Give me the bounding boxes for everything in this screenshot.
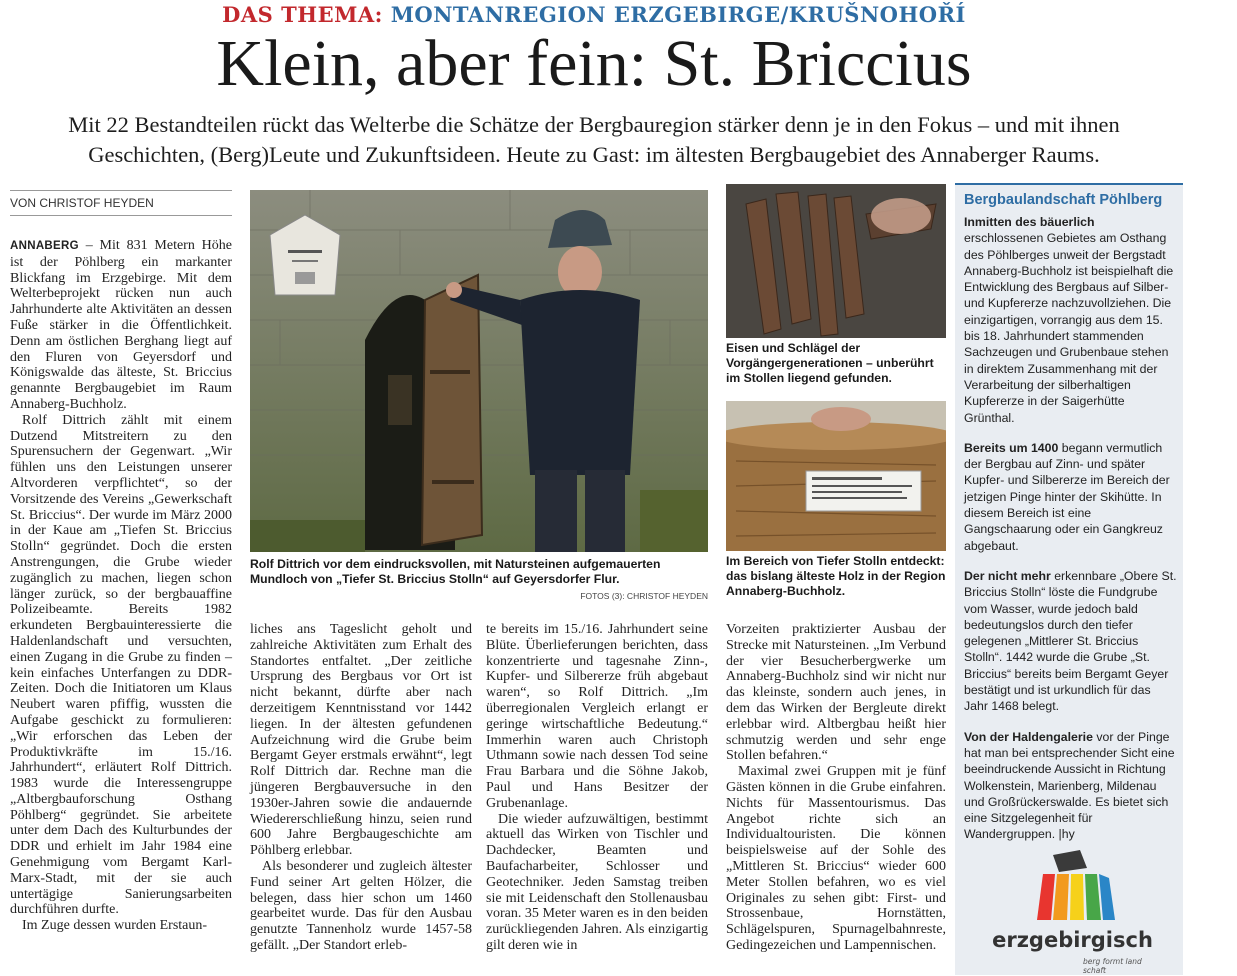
lead-text: Von der Haldengalerie [964, 729, 1093, 744]
kicker-label: DAS THEMA: [222, 2, 383, 27]
subheadline: Mit 22 Bestandteilen rückt das Welterbe die Schätze der Bergbauregion stärker denn je in den Fokus – und mit ihnen Geschichten, (Berg)Leute und Zukunftsideen. Heute zu Gast: im ältesten Bergbaugebiet des Annaberger Raums. [68, 112, 1120, 167]
info-box-title: Bergbaulandschaft Pöhlberg [964, 192, 1163, 208]
paragraph: liches ans Tageslicht geholt und zahlreiche Aktivitäten zum Erhalt des Standortes entfaltet. „Der zeitliche Ursprung des Bergbaus vor Ort ist nicht bekannt, dürfte aber nach derzeitigem Kenntnisstand vor 1442 liegen. In der ältesten gefundenen Aufzeichnung wird die Grube beim Bergamt Geyer erstmals erwähnt“, legt Rolf Dittrich dar. Rechne man die jüngeren Bergbauversuche in den 1930er-Jahren sowie die andauernde Wiedererschließung hinzu, seien rund 600 Jahre Bergbaugeschichte am Pöhlberg erlebbar. [250, 622, 472, 859]
body-text: begann vermutlich der Bergbau auf Zinn- und später Kupfer- und Silbererze im Bereich der jetzigen Pinge hinter der Skihütte. In diesem Bereich ist eine Gangschaarung oder ein Gangkreuz abgebaut. [964, 440, 1170, 553]
tools-photo [726, 184, 946, 338]
old-timber-photo [726, 401, 946, 551]
lead-text: Bereits um 1400 [964, 440, 1059, 455]
byline: VON CHRISTOF HEYDEN [10, 196, 154, 210]
photo-credit: FOTOS (3): CHRISTOF HEYDEN [580, 591, 708, 601]
section-kicker [0, 2, 1188, 27]
logo-tagline: berg formt land schaft [1083, 957, 1142, 975]
wood-photo-caption: Im Bereich von Tiefer Stolln entdeckt: das bislang älteste Holz in der Region Annaberg-Buchholz. [726, 554, 946, 598]
info-box-paragraph [964, 568, 1177, 715]
article-column-4 [726, 622, 946, 954]
paragraph: Die wieder aufzuwältigen, bestimmt aktuell das Wirken von Tischler und Dachdecker, Beamten und Baufacharbeiter, Schlosser und Geotechniker. Jeden Samstag treiben sie mit Leidenschaft den Stollenausbau voran. 35 Meter waren es in den beiden zurückliegenden Jahren. Als einzigartig gilt deren wie in [486, 811, 708, 953]
logo-wordmark: erzgebirgisch [992, 928, 1153, 952]
lead-text: Inmitten des bäuerlich [964, 215, 1095, 229]
paragraph: Als besonderer und zugleich ältester Fund seiner Art gelten Hölzer, die belegen, dass hier schon um 1460 gearbeitet wurde. Das für den Ausbau genutzte Tannenholz wurde 1457-58 gefällt. „Der Standort erleb- [250, 858, 472, 953]
erzgebirgisch-logo [985, 840, 1160, 975]
info-box-paragraph [964, 440, 1177, 554]
byline-bottom-rule [10, 215, 232, 216]
article-column-2 [250, 622, 472, 954]
dateline-place: ANNABERG [10, 240, 79, 252]
paragraph-text: – Mit 831 Metern Höhe ist der Pöhlberg ein markanter Blickfang im Erzgebirge. Mit dem Welterbeprojekt rücken nun auch Jahrhunderte alte Aktivitäten an dessen Fuße stärker in die Öffentlichkeit. Denn am östlichen Berghang liegt auf den Fluren von Geyersdorf und Königswalde das älteste, St. Briccius genannte Bergbaugebiet im Raum Annaberg-Buchholz. [10, 238, 232, 412]
article-column-1 [10, 238, 232, 934]
headline: Klein, aber fein: St. Briccius [216, 27, 972, 100]
main-photo-caption: Rolf Dittrich vor dem eindrucksvollen, mit Natursteinen aufgemauerten Mundloch von „Tiefer St. Briccius Stolln“ auf Geyersdorfer Flur. [250, 557, 661, 586]
paragraph: Rolf Dittrich zählt mit einem Dutzend Mitstreitern zu den Spurensuchern der Gegenwart. „Wir fühlen uns den Leistungen unserer Altvorderen verpflichtet“, so der Vorsitzende des Vereins „Gewerkschaft St. Briccius“. Der wurde im März 2000 in der Kaue am „Tiefen St. Briccius Stolln“ gegründet. Doch die ersten Anstrengungen, die Grube wieder zugänglich zu machen, liegen schon länger zurück, so der bergbauaffine Polizeibeamte. Bereits 1982 erkundeten Bergbauinteressierte die Haldenlandschaft und versuchten, einen Zugang in die Grube zu finden – kein einfaches Unterfangen zu DDR-Zeiten. Doch die Initiatoren um Klaus Neubert waren pfiffig, wussten die Aufgabe geschickt zu formulieren: „Wir erforschen das Leben der Produktivkräfte im 15./16. Jahrhundert“, erläutert Rolf Dittrich. 1983 wurde die Interessengruppe „Altbergbauforschung Osthang Pöhlberg“ gegründet. Sie arbeitete unter dem Dach des Kulturbundes der DDR und erhielt im Jahr 1984 eine Genehmigung vom Bergamt Karl-Marx-Stadt, mit der sie auch untertägige Sanierungsarbeiten durchführen durfte. [10, 412, 232, 918]
byline-top-rule [10, 190, 232, 191]
mine-entrance-photo [250, 190, 708, 552]
info-box-paragraph [964, 729, 1177, 843]
paragraph: Im Zuge dessen wurden Erstaun- [22, 918, 208, 934]
body-text: vor der Pinge hat man bei entsprechender Sicht eine beeindruckende Aussicht in Richtung Wolkenstein, Marienberg, Mildenau und Großrückerswalde. Es bietet sich eine Sitzgelegenheit für Wandergruppen. |hy [964, 729, 1175, 842]
kicker-topic: MONTANREGION ERZGEBIRGE/KRUŠNOHOŘÍ [390, 2, 966, 27]
main-photo [250, 190, 708, 552]
body-text: erschlossenen Gebietes am Osthang des Pöhlberges unweit der Bergstadt Annaberg-Buchholz ist beispielhaft die Entwicklung des Bergbaus auf Silber- und Kupfererze nachzuvollziehen. Die einzigartigen, vorrangig aus dem 15. bis 18. Jahrhundert stammenden Sachzeugen und Grubenbaue stehen in direktem Zusammenhang mit der Verarbeitung der silberhaltigen Kupfererze in der Saigerhütte Grünthal. [964, 231, 1174, 425]
lead-text: Der nicht mehr [964, 568, 1051, 583]
paragraph [10, 238, 232, 413]
paragraph: te bereits im 15./16. Jahrhundert seine Blüte. Überlieferungen berichten, dass konzentrierte und tagesnahe Zinn-, Kupfer- und Silbererze früh abgebaut waren“, so Rolf Dittrich. „Im überregionalen Vergleich erlangt er geringe wirtschaftliche Bedeutung.“ Immerhin waren auch Christoph Uthmann sowie nach dessen Tod seine Frau Barbara und die Söhne Jakob, Paul und Hans Besitzer der Grubenanlage. [486, 622, 708, 811]
iron-tools-photo [726, 184, 946, 338]
wood-photo [726, 401, 946, 551]
body-text: erkennbare „Obere St. Briccius Stolln“ löste die Fundgrube vom Wasser, wurde jedoch bald bedeutungslos durch den tiefer gelegenen „Mittlerer St. Briccius Stolln“. 1442 wurde die Grube „St. Briccius“ bereits beim Bergamt Geyer bestätigt und ist urkundlich für das Jahr 1468 belegt. [964, 568, 1177, 714]
paragraph: Maximal zwei Gruppen mit je fünf Gästen können in die Grube einfahren. Nichts für Massentourismus. Das Angebot richte sich an Individualtouristen. Die können beispielsweise auf der Sohle des „Mittleren St. Briccius“ wieder 600 Meter Stollen befahren, wo es viel Originales zu sehen gibt: First- und Strossenbaue, Hornstätten, Schlägelspuren, Spurnagelbahnreste, Gedingezeichen und Lampennischen. [726, 764, 946, 953]
article-column-3 [486, 622, 708, 954]
logo-mark-icon [985, 840, 1160, 930]
info-box-paragraph [964, 214, 1177, 426]
paragraph: Vorzeiten praktizierter Ausbau der Strecke mit Natursteinen. „Im Verbund der vier Besucherbergwerke um Annaberg-Buchholz sind wir nicht nur das kleinste, sondern auch jenes, in dem das Wirken der Bergleute direkt erlebbar wird. Altbergbau heißt hier schmutzig werden und sehr enge Stollen befahren.“ [726, 622, 946, 764]
tools-photo-caption: Eisen und Schlägel der Vorgängergenerationen – unberührt im Stollen liegend gefunden. [726, 341, 934, 385]
